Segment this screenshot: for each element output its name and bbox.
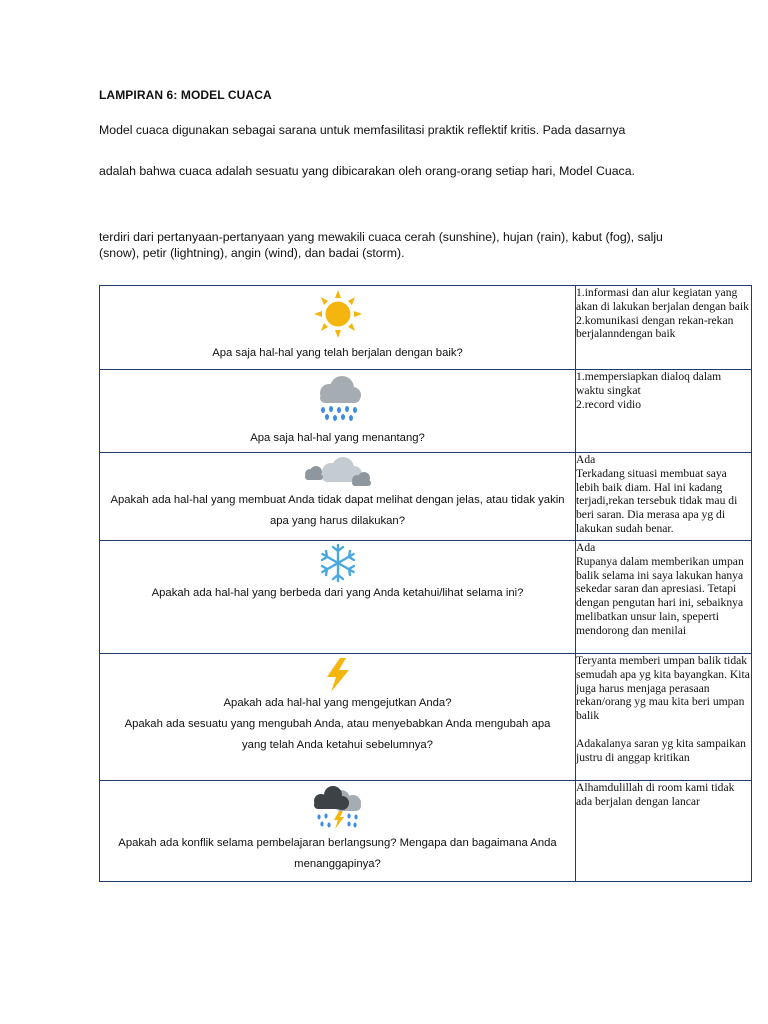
answer-cell (576, 654, 752, 781)
table-row (100, 654, 752, 781)
fog-clouds-icon (301, 456, 375, 490)
answer-line: 1.informasi dan alur kegiatan yang akan di lakukan berjalan dengan baik (576, 286, 749, 313)
table-row (100, 541, 752, 654)
question-cell (100, 453, 576, 541)
question-cell (100, 370, 576, 453)
weather-model-table (99, 285, 752, 882)
storm-cloud-icon (309, 785, 367, 833)
answer-blank-line (576, 723, 751, 737)
answer-line: 1.mempersiapkan dialoq dalam waktu singkat (576, 370, 725, 397)
question-text: Apa saja hal-hal yang telah berjalan dengan baik? (212, 347, 463, 359)
rain-cloud-icon (311, 373, 365, 423)
answer-cell (576, 453, 752, 541)
question-text: Apa saja hal-hal yang menantang? (250, 432, 425, 444)
answer-line: Ada (576, 453, 596, 466)
answer-line: Terkadang situasi membuat saya lebih baik diam. Hal ini kadang terjadi,rekan tersebuk tidak mau di beri saran. Dia merasa apa yg di lakukan sudah benar. (576, 466, 741, 535)
answer-cell (576, 781, 752, 882)
lightning-icon (322, 657, 354, 693)
table-row (100, 370, 752, 453)
intro-paragraph-3: terdiri dari pertanyaan-pertanyaan yang mewakili cuaca cerah (sunshine), hujan (rain), kabut (fog), salju (snow), petir (lightning), angin (wind), dan badai (storm). (99, 230, 663, 260)
question-cell (100, 541, 576, 654)
question-cell (100, 781, 576, 882)
table-row (100, 286, 752, 370)
intro-paragraph-1: Model cuaca digunakan sebagai sarana untuk memfasilitasi praktik reflektif kritis. Pada dasarnya (99, 123, 626, 137)
question-text: Apakah ada konflik selama pembelajaran berlangsung? Mengapa dan bagaimana Anda menanggapinya? (118, 837, 557, 870)
question-text: Apakah ada hal-hal yang mengejutkan Anda? (223, 697, 452, 709)
table-row (100, 453, 752, 541)
intro-paragraph-2: adalah bahwa cuaca adalah sesuatu yang dibicarakan oleh orang-orang setiap hari, Model Cuaca. (99, 164, 635, 178)
answer-line: Teryanta memberi umpan balik tidak semudah apa yg kita bayangkan. Kita juga harus menjaga perasaan rekan/orang yg mau kita beri umpan balik (576, 654, 753, 723)
answer-line: Ada (576, 541, 596, 554)
question-text: Apakah ada sesuatu yang mengubah Anda, atau menyebabkan Anda mengubah apa yang telah Anda ketahui sebelumnya? (124, 718, 551, 751)
question-cell (100, 286, 576, 370)
snowflake-icon (318, 543, 358, 583)
question-text: Apakah ada hal-hal yang membuat Anda tidak dapat melihat dengan jelas, atau tidak yakin apa yang harus dilakukan? (110, 494, 565, 527)
question-cell (100, 654, 576, 781)
answer-line: Alhamdulillah di room kami tidak ada berjalan dengan lancar (576, 781, 738, 808)
answer-cell (576, 286, 752, 370)
answer-line: 2.record vidio (576, 397, 642, 411)
answer-cell (576, 370, 752, 453)
answer-line: 2.komunikasi dengan rekan-rekan berjalanndengan baik (576, 313, 737, 341)
table-row (100, 781, 752, 882)
page-title: LAMPIRAN 6: MODEL CUACA (99, 88, 272, 102)
answer-line: Adakalanya saran yg kita sampaikan justru di anggap kritikan (576, 736, 749, 764)
sun-icon (312, 289, 364, 339)
answer-cell (576, 541, 752, 654)
question-text: Apakah ada hal-hal yang berbeda dari yang Anda ketahui/lihat selama ini? (151, 587, 524, 599)
answer-line: Rupanya dalam memberikan umpan balik selama ini saya lakukan hanya sekedar saran dan apresiasi. Tetapi dengan pengutan hari ini, sebaiknya melibatkan unsur lain, speperti mendorong dan menilai (576, 554, 747, 637)
